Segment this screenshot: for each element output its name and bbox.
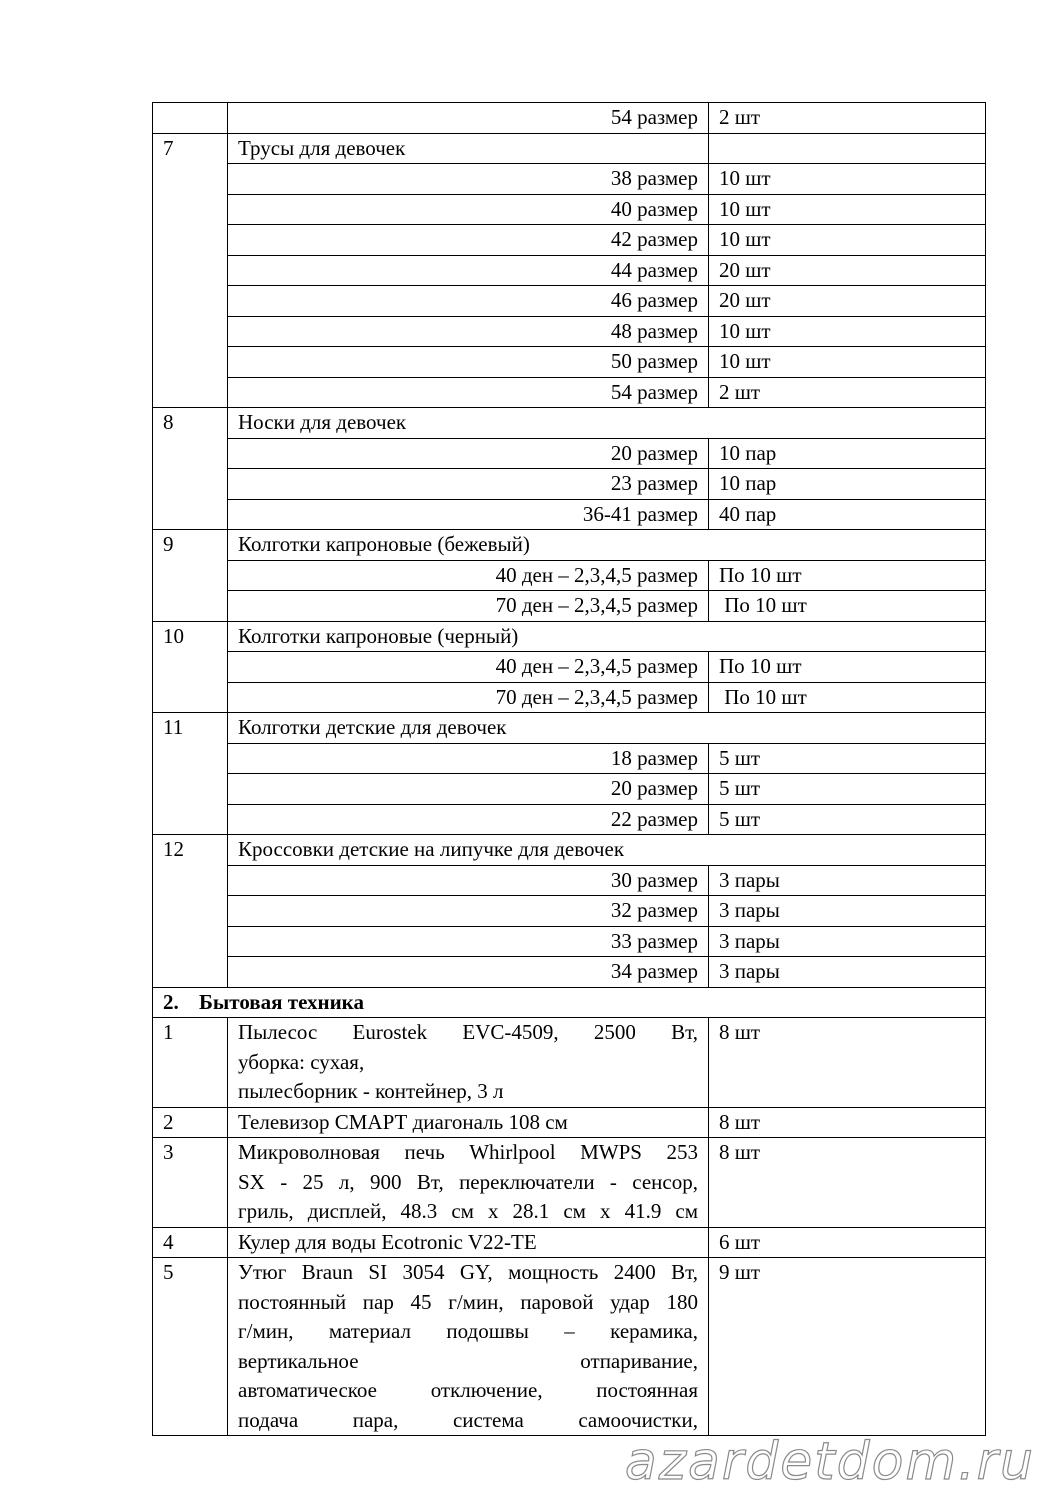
item-number-cell: 12 — [153, 835, 228, 988]
item-description-cell — [228, 1258, 709, 1436]
item-number-cell: 4 — [153, 1227, 228, 1258]
item-description-cell — [228, 1018, 709, 1108]
section-number: 2. — [163, 989, 179, 1014]
quantity-cell: 6 шт — [709, 1227, 986, 1258]
size-cell: 48 размер — [228, 316, 709, 347]
size-cell: 20 размер — [228, 438, 709, 469]
size-cell: 40 ден – 2,3,4,5 размер — [228, 560, 709, 591]
size-cell: 34 размер — [228, 957, 709, 988]
table-row — [153, 957, 986, 988]
site-watermark: azardetdom.ru — [624, 1432, 1035, 1492]
description-line: Кулер для воды Ecotronic V22-TE — [238, 1229, 537, 1254]
table-row — [153, 469, 986, 500]
size-cell: 36-41 размер — [228, 499, 709, 530]
table-row — [153, 194, 986, 225]
item-number-cell: 1 — [153, 1018, 228, 1108]
quantity-cell: 40 пар — [709, 499, 986, 530]
quantity-cell: 5 шт — [709, 774, 986, 805]
item-number-cell: 8 — [153, 408, 228, 530]
table-row — [153, 804, 986, 835]
description-line: Утюг Braun SI 3054 GY, мощность 2400 Вт, — [238, 1260, 698, 1284]
table-row — [153, 438, 986, 469]
table-row — [153, 591, 986, 622]
quantity-cell: 8 шт — [709, 1138, 986, 1228]
size-cell: 20 размер — [228, 774, 709, 805]
description-line: постоянный пар 45 г/мин, паровой удар 180 — [238, 1289, 698, 1314]
section-heading — [153, 987, 986, 1018]
quantity-cell: 2 шт — [709, 377, 986, 408]
table-row — [153, 133, 986, 164]
size-cell: 23 размер — [228, 469, 709, 500]
size-cell: 18 размер — [228, 743, 709, 774]
item-title-cell: Колготки капроновые (бежевый) — [228, 530, 986, 561]
size-cell: 40 размер — [228, 194, 709, 225]
item-number-cell: 11 — [153, 713, 228, 835]
quantity-cell: 3 пары — [709, 957, 986, 988]
description-line: вертикальное отпаривание, — [238, 1348, 698, 1373]
size-cell: 70 ден – 2,3,4,5 размер — [228, 682, 709, 713]
description-line: уборка: сухая, — [238, 1049, 365, 1074]
goods-table — [152, 102, 986, 1436]
item-title-cell: Носки для девочек — [228, 408, 986, 439]
quantity-cell: 8 шт — [709, 1018, 986, 1108]
item-title-cell: Трусы для девочек — [228, 133, 709, 164]
table-row — [153, 1018, 986, 1108]
table-row — [153, 835, 986, 866]
table-row — [153, 682, 986, 713]
quantity-cell: 2 шт — [709, 103, 986, 134]
size-cell: 42 размер — [228, 225, 709, 256]
table-row — [153, 377, 986, 408]
quantity-cell: 5 шт — [709, 743, 986, 774]
table-row — [153, 1107, 986, 1138]
description-line: автоматическое отключение, постоянная — [238, 1378, 698, 1402]
quantity-cell: 3 пары — [709, 926, 986, 957]
quantity-cell: 20 шт — [709, 286, 986, 317]
table-row — [153, 560, 986, 591]
size-cell: 70 ден – 2,3,4,5 размер — [228, 591, 709, 622]
quantity-cell: По 10 шт — [709, 560, 986, 591]
item-number-cell: 5 — [153, 1258, 228, 1436]
quantity-cell: 10 шт — [709, 194, 986, 225]
quantity-cell: 3 пары — [709, 896, 986, 927]
size-cell: 54 размер — [228, 377, 709, 408]
quantity-cell: 3 пары — [709, 865, 986, 896]
size-cell: 54 размер — [228, 103, 709, 134]
table-row — [153, 652, 986, 683]
item-title-cell: Колготки капроновые (черный) — [228, 621, 986, 652]
item-number-cell — [153, 103, 228, 134]
quantity-cell: 10 шт — [709, 225, 986, 256]
section-title: Бытовая техника — [199, 989, 364, 1014]
table-row — [153, 1138, 986, 1228]
quantity-cell: 10 пар — [709, 438, 986, 469]
item-description-cell — [228, 1138, 709, 1228]
quantity-cell: 10 шт — [709, 347, 986, 378]
description-line: SX - 25 л, 900 Вт, переключатели - сенсор, — [238, 1169, 698, 1194]
table-row — [153, 408, 986, 439]
item-title-cell: Кроссовки детские на липучке для девочек — [228, 835, 986, 866]
quantity-cell: 20 шт — [709, 255, 986, 286]
table-row — [153, 347, 986, 378]
table-row — [153, 713, 986, 744]
table-row — [153, 865, 986, 896]
quantity-cell — [709, 133, 986, 164]
size-cell: 44 размер — [228, 255, 709, 286]
table-row — [153, 743, 986, 774]
item-number-cell: 9 — [153, 530, 228, 622]
quantity-cell: По 10 шт — [709, 682, 986, 713]
item-number-cell: 2 — [153, 1107, 228, 1138]
table-row — [153, 499, 986, 530]
size-cell: 46 размер — [228, 286, 709, 317]
table-row — [153, 1227, 986, 1258]
table-row — [153, 896, 986, 927]
quantity-cell: 9 шт — [709, 1258, 986, 1436]
table-row — [153, 926, 986, 957]
description-line: Телевизор СМАРТ диагональ 108 см — [238, 1109, 568, 1134]
size-cell: 38 размер — [228, 164, 709, 195]
quantity-cell: По 10 шт — [709, 652, 986, 683]
size-cell: 50 размер — [228, 347, 709, 378]
quantity-cell: 10 шт — [709, 316, 986, 347]
description-line: подача пара, система самоочистки, — [238, 1407, 698, 1432]
size-cell: 30 размер — [228, 865, 709, 896]
description-line: Микроволновая печь Whirlpool MWPS 253 — [238, 1140, 698, 1164]
description-line: гриль, дисплей, 48.3 см х 28.1 см х 41.9 см — [238, 1199, 698, 1223]
quantity-cell: 10 пар — [709, 469, 986, 500]
size-cell: 33 размер — [228, 926, 709, 957]
size-cell: 32 размер — [228, 896, 709, 927]
item-description-cell — [228, 1107, 709, 1138]
description-line: г/мин, материал подошвы – керамика, — [238, 1319, 698, 1343]
item-title-cell: Колготки детские для девочек — [228, 713, 986, 744]
table-row — [153, 316, 986, 347]
item-number-cell: 3 — [153, 1138, 228, 1228]
item-number-cell: 10 — [153, 621, 228, 713]
table-row — [153, 255, 986, 286]
item-number-cell: 7 — [153, 133, 228, 408]
size-cell: 40 ден – 2,3,4,5 размер — [228, 652, 709, 683]
description-line: Пылесос Eurostek EVC-4509, 2500 Вт, — [238, 1020, 698, 1044]
quantity-cell: 5 шт — [709, 804, 986, 835]
table-row — [153, 530, 986, 561]
size-cell: 22 размер — [228, 804, 709, 835]
quantity-cell: По 10 шт — [709, 591, 986, 622]
table-row — [153, 286, 986, 317]
table-row — [153, 1258, 986, 1436]
table-row — [153, 225, 986, 256]
table-row — [153, 621, 986, 652]
table-row — [153, 103, 986, 134]
quantity-cell: 8 шт — [709, 1107, 986, 1138]
table-row — [153, 774, 986, 805]
quantity-cell: 10 шт — [709, 164, 986, 195]
item-description-cell — [228, 1227, 709, 1258]
description-line: пылесборник - контейнер, 3 л — [238, 1079, 504, 1103]
table-row — [153, 164, 986, 195]
section-header-row — [153, 987, 986, 1018]
